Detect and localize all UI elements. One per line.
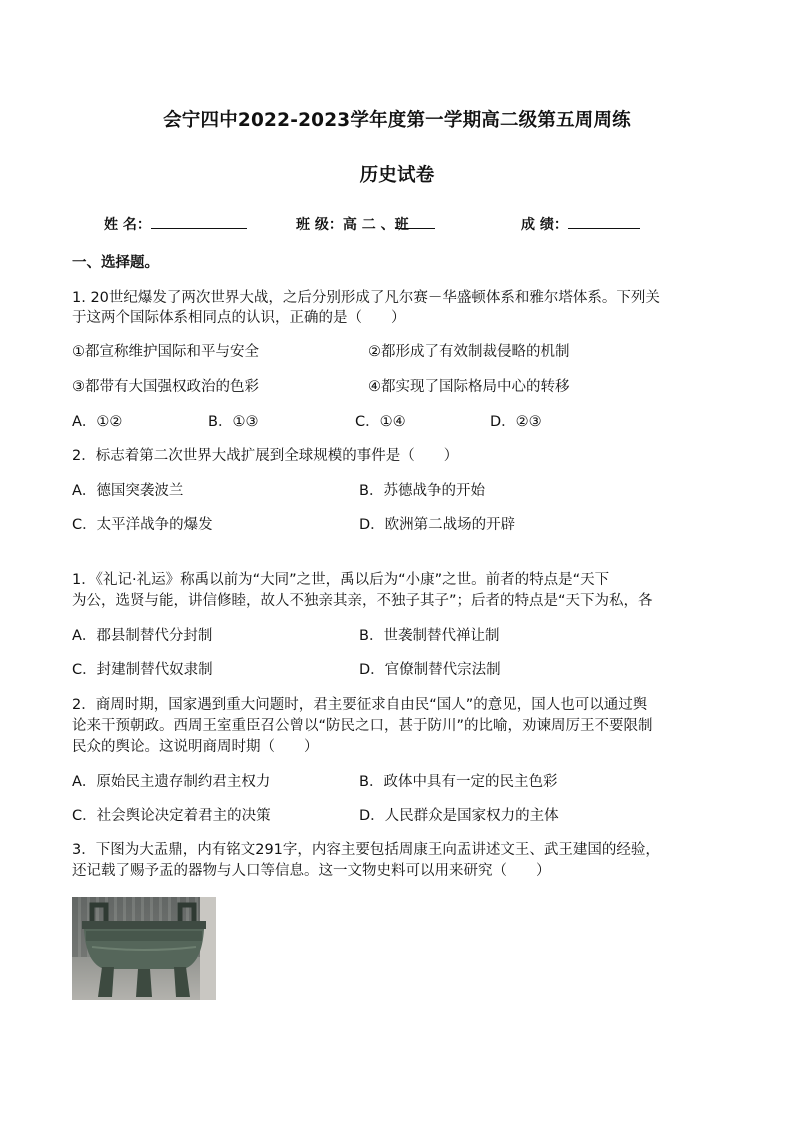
question-text-line: 3．下图为大盂鼎，内有铭文291字，内容主要包括周康王向盂讲述文王、武王建国的经验， (72, 842, 660, 858)
question-text-line: 为公，选贤与能，讲信修睦，故人不独亲其亲，不独子其子”；后者的特点是“天下为私，各 (72, 593, 653, 609)
option-d: D．②③ (490, 414, 542, 430)
question-text-line: 于这两个国际体系相同点的认识，正确的是（ ） (72, 310, 406, 326)
page-title: 会宁四中2022-2023学年度第一学期高二级第五周周练 (163, 110, 631, 131)
question-text-line: 论来干预朝政。西周王室重臣召公曾以“防民之口，甚于防川”的比喻，劝谏周厉王不要限制 (72, 718, 653, 734)
section-heading: 一、选择题。 (72, 255, 159, 271)
option-c: C．社会舆论决定着君主的决策 (72, 808, 271, 824)
da-yu-ding-image (72, 897, 216, 1000)
option-d: D．欧洲第二战场的开辟 (359, 517, 516, 533)
name-field (104, 214, 151, 234)
question-text-line: 1．《礼记·礼运》称禹以前为“大同”之世，禹以后为“小康”之世。前者的特点是“天下 (72, 572, 610, 588)
option-b: B．世袭制替代禅让制 (359, 628, 500, 644)
statement-1: ①都宣称维护国际和平与安全 (72, 344, 259, 360)
option-d: D．官僚制替代宗法制 (359, 662, 501, 678)
option-b: B．苏德战争的开始 (359, 483, 485, 499)
class-label: 班 级：高 二 、 (296, 217, 395, 233)
ding-vessel-icon (72, 897, 216, 1000)
page-subtitle: 历史试卷 (359, 165, 435, 186)
question-text-line: 1. 20世纪爆发了两次世界大战，之后分别形成了凡尔赛－华盛顿体系和雅尔塔体系。下列关 (72, 290, 660, 306)
class-field (296, 214, 409, 234)
name-blank (151, 214, 247, 229)
statement-3: ③都带有大国强权政治的色彩 (72, 379, 259, 395)
question-text-line: 还记载了赐予盂的器物与人口等信息。这一文物史料可以用来研究（ ） (72, 863, 551, 879)
option-a: A．郡县制替代分封制 (72, 628, 213, 644)
option-d: D．人民群众是国家权力的主体 (359, 808, 559, 824)
question-text-line: 2．商周时期，国家遇到重大问题时，君主要征求自由民“国人”的意见，国人也可以通过舆 (72, 697, 648, 713)
option-c: C．①④ (355, 414, 406, 430)
option-b: B．①③ (208, 414, 259, 430)
question-text-line: 民众的舆论。这说明商周时期（ ） (72, 739, 319, 755)
option-a: A．①② (72, 414, 123, 430)
name-label: 姓 名： (104, 217, 151, 233)
score-blank (568, 214, 640, 229)
option-c: C．封建制替代奴隶制 (72, 662, 213, 678)
score-label: 成 绩： (521, 217, 568, 233)
score-field (521, 214, 568, 234)
statement-4: ④都实现了国际格局中心的转移 (368, 379, 570, 395)
option-a: A．原始民主遗存制约君主权力 (72, 774, 271, 790)
option-b: B．政体中具有一定的民主色彩 (359, 774, 558, 790)
class-suffix: 班 (394, 217, 409, 233)
statement-2: ②都形成了有效制裁侵略的机制 (368, 344, 570, 360)
option-c: C．太平洋战争的爆发 (72, 517, 213, 533)
question-text-line: 2．标志着第二次世界大战扩展到全球规模的事件是（ ） (72, 448, 459, 464)
option-a: A．德国突袭波兰 (72, 483, 184, 499)
class-blank (395, 214, 435, 229)
